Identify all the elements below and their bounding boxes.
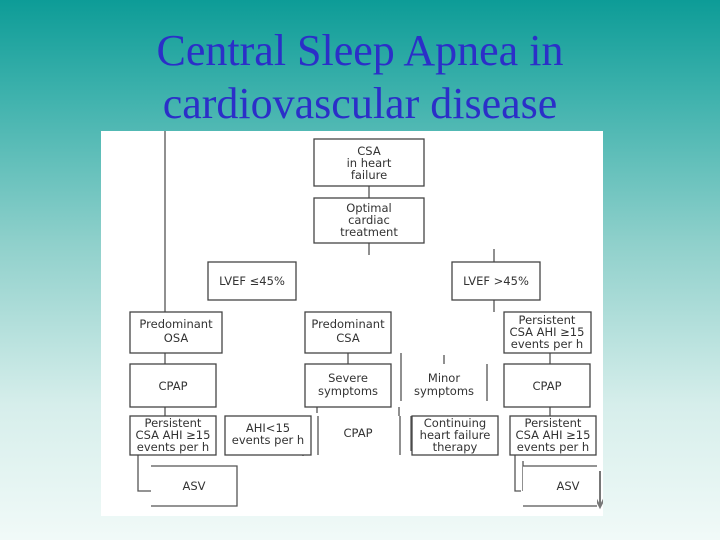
node-predominant-csa [305,312,391,353]
node-text: Minor [427,371,461,385]
node-persistent-csa-right-2 [510,416,596,455]
node-text: ASV [556,479,580,493]
node-text: Predominant [139,317,213,331]
node-text: CSA [357,144,381,158]
node-text: CSA AHI ≥15 [135,428,211,442]
node-text: Persistent [518,313,576,327]
node-continuing-therapy [412,416,498,455]
node-asv-left [151,466,237,506]
node-text: ASV [182,479,206,493]
node-text: treatment [340,225,398,239]
node-text: symptoms [413,384,475,398]
node-text: events per h [516,440,590,454]
node-text: Continuing [423,416,487,430]
node-text: events per h [510,337,584,351]
node-text: heart failure [419,428,491,442]
node-text: AHI<15 [245,421,291,435]
node-severe-symptoms [305,364,391,407]
node-text: cardiac [348,213,390,227]
node-text: events per h [136,440,210,454]
node-text: CSA [336,331,360,345]
node-text: events per h [231,433,305,447]
node-predominant-osa [130,312,222,353]
node-persistent-csa-left [130,416,216,455]
node-text: CSA AHI ≥15 [515,428,591,442]
flowchart [101,131,603,516]
node-text: Predominant [311,317,385,331]
node-text: in heart [346,156,392,170]
node-cpap-middle [318,416,400,455]
node-lvef-low [208,262,296,300]
node-lvef-high [452,262,540,300]
node-cpap-right [504,364,590,407]
flowchart-panel [101,131,603,516]
node-persistent-csa-right [504,312,591,353]
node-asv-right [523,466,597,506]
node-optimal-cardiac-treatment [314,198,424,243]
node-ahi-below-15 [225,416,311,455]
node-cpap-left [130,364,216,407]
node-text: LVEF ≤45% [219,274,285,288]
node-text: failure [350,168,388,182]
node-text: therapy [432,440,478,454]
node-text: CPAP [343,426,373,440]
node-text: symptoms [317,384,379,398]
node-text: OSA [163,331,189,345]
node-csa-in-heart-failure [314,139,424,186]
node-text: Optimal [346,201,392,215]
node-text: Persistent [144,416,202,430]
node-text: Persistent [524,416,582,430]
node-text: Severe [328,371,368,385]
title-line-2: cardiovascular disease [162,79,558,128]
node-text: CPAP [158,379,188,393]
node-text: LVEF >45% [463,274,529,288]
node-text: CSA AHI ≥15 [509,325,585,339]
node-minor-symptoms [401,364,487,407]
title-line-1: Central Sleep Apnea in [156,26,564,75]
node-text: CPAP [532,379,562,393]
slide-title [0,24,720,130]
